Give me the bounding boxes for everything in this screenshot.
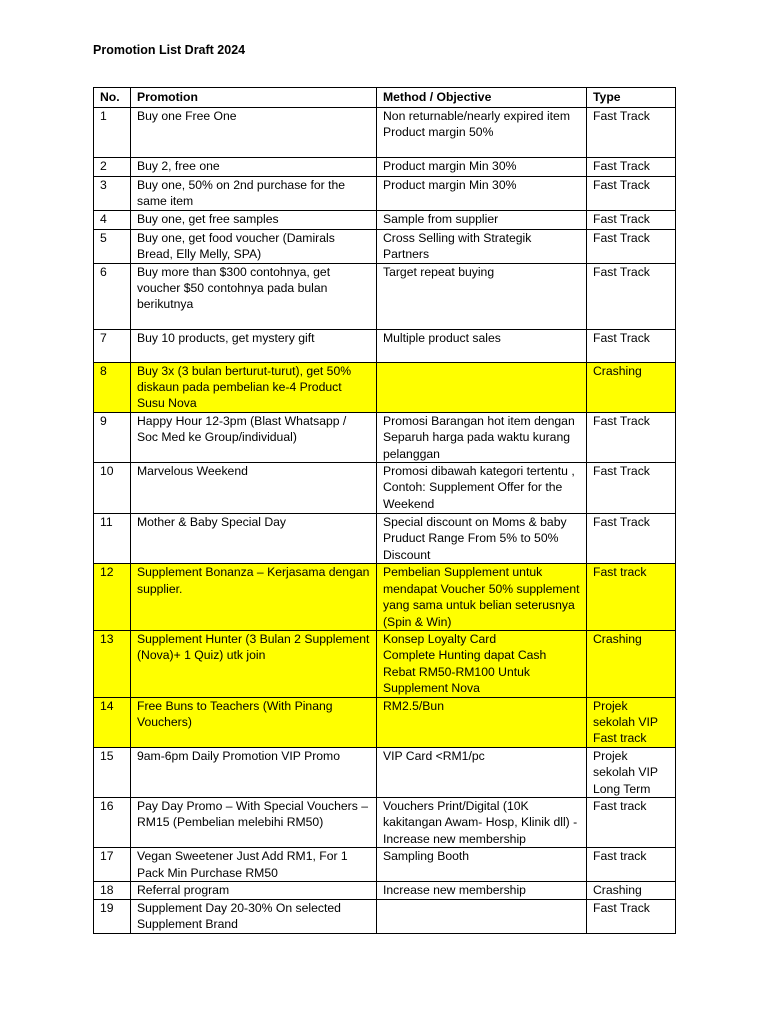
cell-no: 8 (94, 362, 131, 412)
table-row (94, 412, 676, 462)
cell-no: 9 (94, 412, 131, 462)
cell-method: Product margin Min 30% (377, 158, 587, 177)
table-row (94, 210, 676, 229)
cell-no: 19 (94, 900, 131, 934)
document-title: Promotion List Draft 2024 (93, 43, 246, 57)
cell-method: Increase new membership (377, 882, 587, 900)
cell-no: 15 (94, 747, 131, 797)
cell-type: Crashing (587, 630, 676, 697)
cell-method: Product margin Min 30% (377, 177, 587, 211)
table-row (94, 630, 676, 697)
cell-promotion: Buy 10 products, get mystery gift (131, 329, 377, 362)
promotion-table (93, 87, 676, 934)
header-method: Method / Objective (377, 88, 587, 108)
cell-no: 3 (94, 177, 131, 211)
cell-promotion: Buy one, 50% on 2nd purchase for the same item (131, 177, 377, 211)
table-row (94, 797, 676, 847)
cell-type: Fast Track (587, 514, 676, 564)
cell-type: Fast Track (587, 412, 676, 462)
table-row (94, 463, 676, 514)
cell-no: 13 (94, 630, 131, 697)
table-row (94, 362, 676, 412)
table-row (94, 108, 676, 158)
table-header-row (94, 88, 676, 108)
cell-type: Fast Track (587, 177, 676, 211)
cell-no: 12 (94, 564, 131, 631)
cell-promotion: Supplement Hunter (3 Bulan 2 Supplement (Nova)+ 1 Quiz) utk join (131, 630, 377, 697)
cell-type: Crashing (587, 882, 676, 900)
cell-method: Sample from supplier (377, 210, 587, 229)
cell-type: Fast Track (587, 263, 676, 329)
cell-method (377, 362, 587, 412)
cell-type: Fast Track (587, 210, 676, 229)
cell-no: 10 (94, 463, 131, 514)
cell-type: Crashing (587, 362, 676, 412)
cell-type: Fast Track (587, 900, 676, 934)
cell-method: Sampling Booth (377, 848, 587, 882)
cell-no: 17 (94, 848, 131, 882)
cell-promotion: Buy 3x (3 bulan berturut-turut), get 50% diskaun pada pembelian ke-4 Product Susu Nova (131, 362, 377, 412)
cell-type: Projek sekolah VIP Long Term (587, 747, 676, 797)
cell-type: Fast track (587, 564, 676, 631)
cell-type: Fast Track (587, 329, 676, 362)
cell-method: VIP Card <RM1/pc (377, 747, 587, 797)
cell-promotion: Buy one Free One (131, 108, 377, 158)
cell-promotion: Pay Day Promo – With Special Vouchers – RM15 (Pembelian melebihi RM50) (131, 797, 377, 847)
cell-promotion: Buy more than $300 contohnya, get voucher $50 contohnya pada bulan berikutnya (131, 263, 377, 329)
cell-promotion: Referral program (131, 882, 377, 900)
header-no: No. (94, 88, 131, 108)
cell-method: Promosi Barangan hot item dengan Separuh harga pada waktu kurang pelanggan (377, 412, 587, 462)
table-row (94, 177, 676, 211)
cell-no: 2 (94, 158, 131, 177)
cell-promotion: Marvelous Weekend (131, 463, 377, 514)
table-row (94, 229, 676, 263)
cell-no: 4 (94, 210, 131, 229)
table-row (94, 747, 676, 797)
cell-no: 5 (94, 229, 131, 263)
cell-method: Pembelian Supplement untuk mendapat Voucher 50% supplement yang sama untuk belian seterusnya (Spin & Win) (377, 564, 587, 631)
cell-type: Fast Track (587, 229, 676, 263)
cell-no: 16 (94, 797, 131, 847)
table-body (94, 108, 676, 934)
cell-promotion: Buy one, get food voucher (Damirals Bread, Elly Melly, SPA) (131, 229, 377, 263)
cell-promotion: Happy Hour 12-3pm (Blast Whatsapp / Soc Med ke Group/individual) (131, 412, 377, 462)
cell-promotion: Buy 2, free one (131, 158, 377, 177)
cell-method: Special discount on Moms & baby Pruduct Range From 5% to 50% Discount (377, 514, 587, 564)
cell-no: 7 (94, 329, 131, 362)
cell-type: Projek sekolah VIP Fast track (587, 697, 676, 747)
cell-type: Fast track (587, 848, 676, 882)
cell-promotion: Free Buns to Teachers (With Pinang Vouchers) (131, 697, 377, 747)
cell-method: Vouchers Print/Digital (10K kakitangan Awam- Hosp, Klinik dll) - Increase new membership (377, 797, 587, 847)
table-row (94, 263, 676, 329)
cell-no: 14 (94, 697, 131, 747)
table-row (94, 848, 676, 882)
cell-promotion: Buy one, get free samples (131, 210, 377, 229)
table-row (94, 882, 676, 900)
table-row (94, 900, 676, 934)
cell-type: Fast Track (587, 158, 676, 177)
cell-type: Fast track (587, 797, 676, 847)
table-row (94, 564, 676, 631)
cell-method: RM2.5/Bun (377, 697, 587, 747)
cell-no: 11 (94, 514, 131, 564)
cell-method (377, 900, 587, 934)
cell-method: Non returnable/nearly expired item Product margin 50% (377, 108, 587, 158)
cell-promotion: 9am-6pm Daily Promotion VIP Promo (131, 747, 377, 797)
table-row (94, 514, 676, 564)
cell-promotion: Vegan Sweetener Just Add RM1, For 1 Pack Min Purchase RM50 (131, 848, 377, 882)
cell-method: Target repeat buying (377, 263, 587, 329)
cell-type: Fast Track (587, 463, 676, 514)
table-row (94, 697, 676, 747)
cell-promotion: Mother & Baby Special Day (131, 514, 377, 564)
header-promotion: Promotion (131, 88, 377, 108)
cell-no: 1 (94, 108, 131, 158)
cell-promotion: Supplement Day 20-30% On selected Supplement Brand (131, 900, 377, 934)
cell-promotion: Supplement Bonanza – Kerjasama dengan supplier. (131, 564, 377, 631)
cell-no: 6 (94, 263, 131, 329)
cell-type: Fast Track (587, 108, 676, 158)
table-row (94, 158, 676, 177)
cell-method: Promosi dibawah kategori tertentu , Contoh: Supplement Offer for the Weekend (377, 463, 587, 514)
cell-no: 18 (94, 882, 131, 900)
cell-method: Multiple product sales (377, 329, 587, 362)
cell-method: Konsep Loyalty Card Complete Hunting dapat Cash Rebat RM50-RM100 Untuk Supplement Nova (377, 630, 587, 697)
cell-method: Cross Selling with Strategik Partners (377, 229, 587, 263)
header-type: Type (587, 88, 676, 108)
table-row (94, 329, 676, 362)
